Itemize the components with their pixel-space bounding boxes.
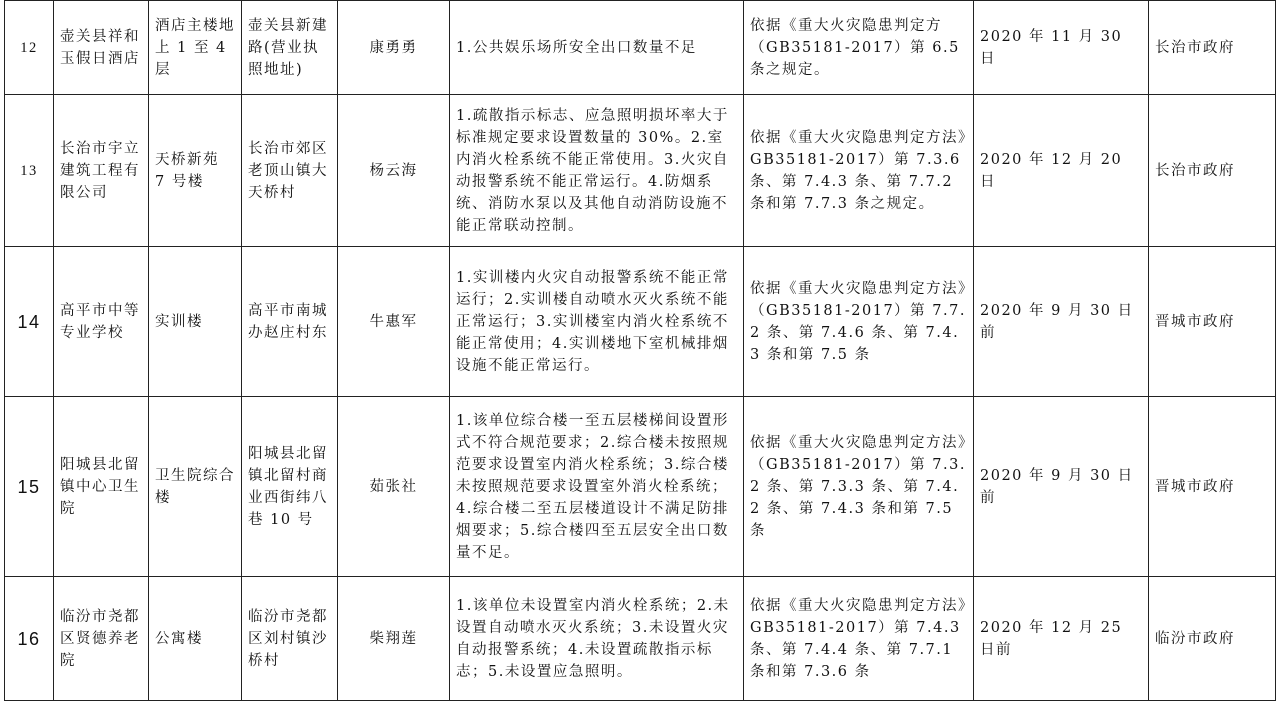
deadline: 2020 年 11 月 30 日 (974, 1, 1149, 95)
hazard-issues: 1.该单位未设置室内消火栓系统；2.未设置自动喷水灭火系统；3.未设置火灾自动报警系统；4.未设置疏散指示标志；5.未设置应急照明。 (450, 577, 744, 701)
building: 酒店主楼地上 1 至 4 层 (149, 1, 242, 95)
responsible-person: 康勇勇 (338, 1, 450, 95)
row-number: 15 (5, 397, 54, 577)
row-number: 13 (5, 95, 54, 247)
address: 临汾市尧都区刘村镇沙桥村 (242, 577, 338, 701)
row-number: 16 (5, 577, 54, 701)
legal-basis: 依据《重大火灾隐患判定方法》（GB35181-2017）第 7.3.2 条、第 7.3.3 条、第 7.4.2 条、第 7.4.3 条和第 7.5 条 (744, 397, 974, 577)
supervising-government: 晋城市政府 (1149, 247, 1276, 397)
supervising-government: 临汾市政府 (1149, 577, 1276, 701)
unit-name: 阳城县北留镇中心卫生院 (54, 397, 149, 577)
table-row (5, 397, 1276, 577)
row-number: 14 (5, 247, 54, 397)
responsible-person: 杨云海 (338, 95, 450, 247)
deadline: 2020 年 9 月 30 日前 (974, 397, 1149, 577)
table-row (5, 577, 1276, 701)
responsible-person: 柴翔莲 (338, 577, 450, 701)
hazard-issues: 1.公共娱乐场所安全出口数量不足 (450, 1, 744, 95)
legal-basis: 依据《重大火灾隐患判定方（GB35181-2017）第 6.5 条之规定。 (744, 1, 974, 95)
row-number: 12 (5, 1, 54, 95)
unit-name: 高平市中等专业学校 (54, 247, 149, 397)
legal-basis: 依据《重大火灾隐患判定方法》GB35181-2017）第 7.4.3 条、第 7.4.4 条、第 7.7.1 条和第 7.3.6 条 (744, 577, 974, 701)
table-row (5, 247, 1276, 397)
responsible-person: 茹张社 (338, 397, 450, 577)
unit-name: 长治市宇立建筑工程有限公司 (54, 95, 149, 247)
unit-name: 壶关县祥和玉假日酒店 (54, 1, 149, 95)
deadline: 2020 年 12 月 25 日前 (974, 577, 1149, 701)
deadline: 2020 年 9 月 30 日前 (974, 247, 1149, 397)
table-row (5, 1, 1276, 95)
address: 长治市郊区老顶山镇大天桥村 (242, 95, 338, 247)
address: 阳城县北留镇北留村商业西街纬八巷 10 号 (242, 397, 338, 577)
deadline: 2020 年 12 月 20 日 (974, 95, 1149, 247)
address: 壶关县新建路(营业执照地址) (242, 1, 338, 95)
building: 天桥新苑 7 号楼 (149, 95, 242, 247)
table-row (5, 95, 1276, 247)
hazard-issues: 1.该单位综合楼一至五层楼梯间设置形式不符合规范要求；2.综合楼未按照规范要求设置室内消火栓系统；3.综合楼未按照规范要求设置室外消火栓系统；4.综合楼二至五层楼道设计不满足防排烟要求；5.综合楼四至五层安全出口数量不足。 (450, 397, 744, 577)
hazard-issues: 1.实训楼内火灾自动报警系统不能正常运行；2.实训楼自动喷水灭火系统不能正常运行；3.实训楼室内消火栓系统不能正常使用；4.实训楼地下室机械排烟设施不能正常运行。 (450, 247, 744, 397)
unit-name: 临汾市尧都区贤德养老院 (54, 577, 149, 701)
legal-basis: 依据《重大火灾隐患判定方法》（GB35181-2017）第 7.7.2 条、第 7.4.6 条、第 7.4.3 条和第 7.5 条 (744, 247, 974, 397)
address: 高平市南城办赵庄村东 (242, 247, 338, 397)
supervising-government: 长治市政府 (1149, 95, 1276, 247)
supervising-government: 晋城市政府 (1149, 397, 1276, 577)
responsible-person: 牛惠军 (338, 247, 450, 397)
supervising-government: 长治市政府 (1149, 1, 1276, 95)
hazard-issues: 1.疏散指示标志、应急照明损坏率大于标准规定要求设置数量的 30%。2.室内消火栓系统不能正常使用。3.火灾自动报警系统不能正常运行。4.防烟系统、消防水泵以及其他自动消防设施不能正常联动控制。 (450, 95, 744, 247)
building: 实训楼 (149, 247, 242, 397)
building: 公寓楼 (149, 577, 242, 701)
hazard-table (4, 0, 1276, 701)
legal-basis: 依据《重大火灾隐患判定方法》GB35181-2017）第 7.3.6 条、第 7.4.3 条、第 7.7.2 条和第 7.7.3 条之规定。 (744, 95, 974, 247)
building: 卫生院综合楼 (149, 397, 242, 577)
